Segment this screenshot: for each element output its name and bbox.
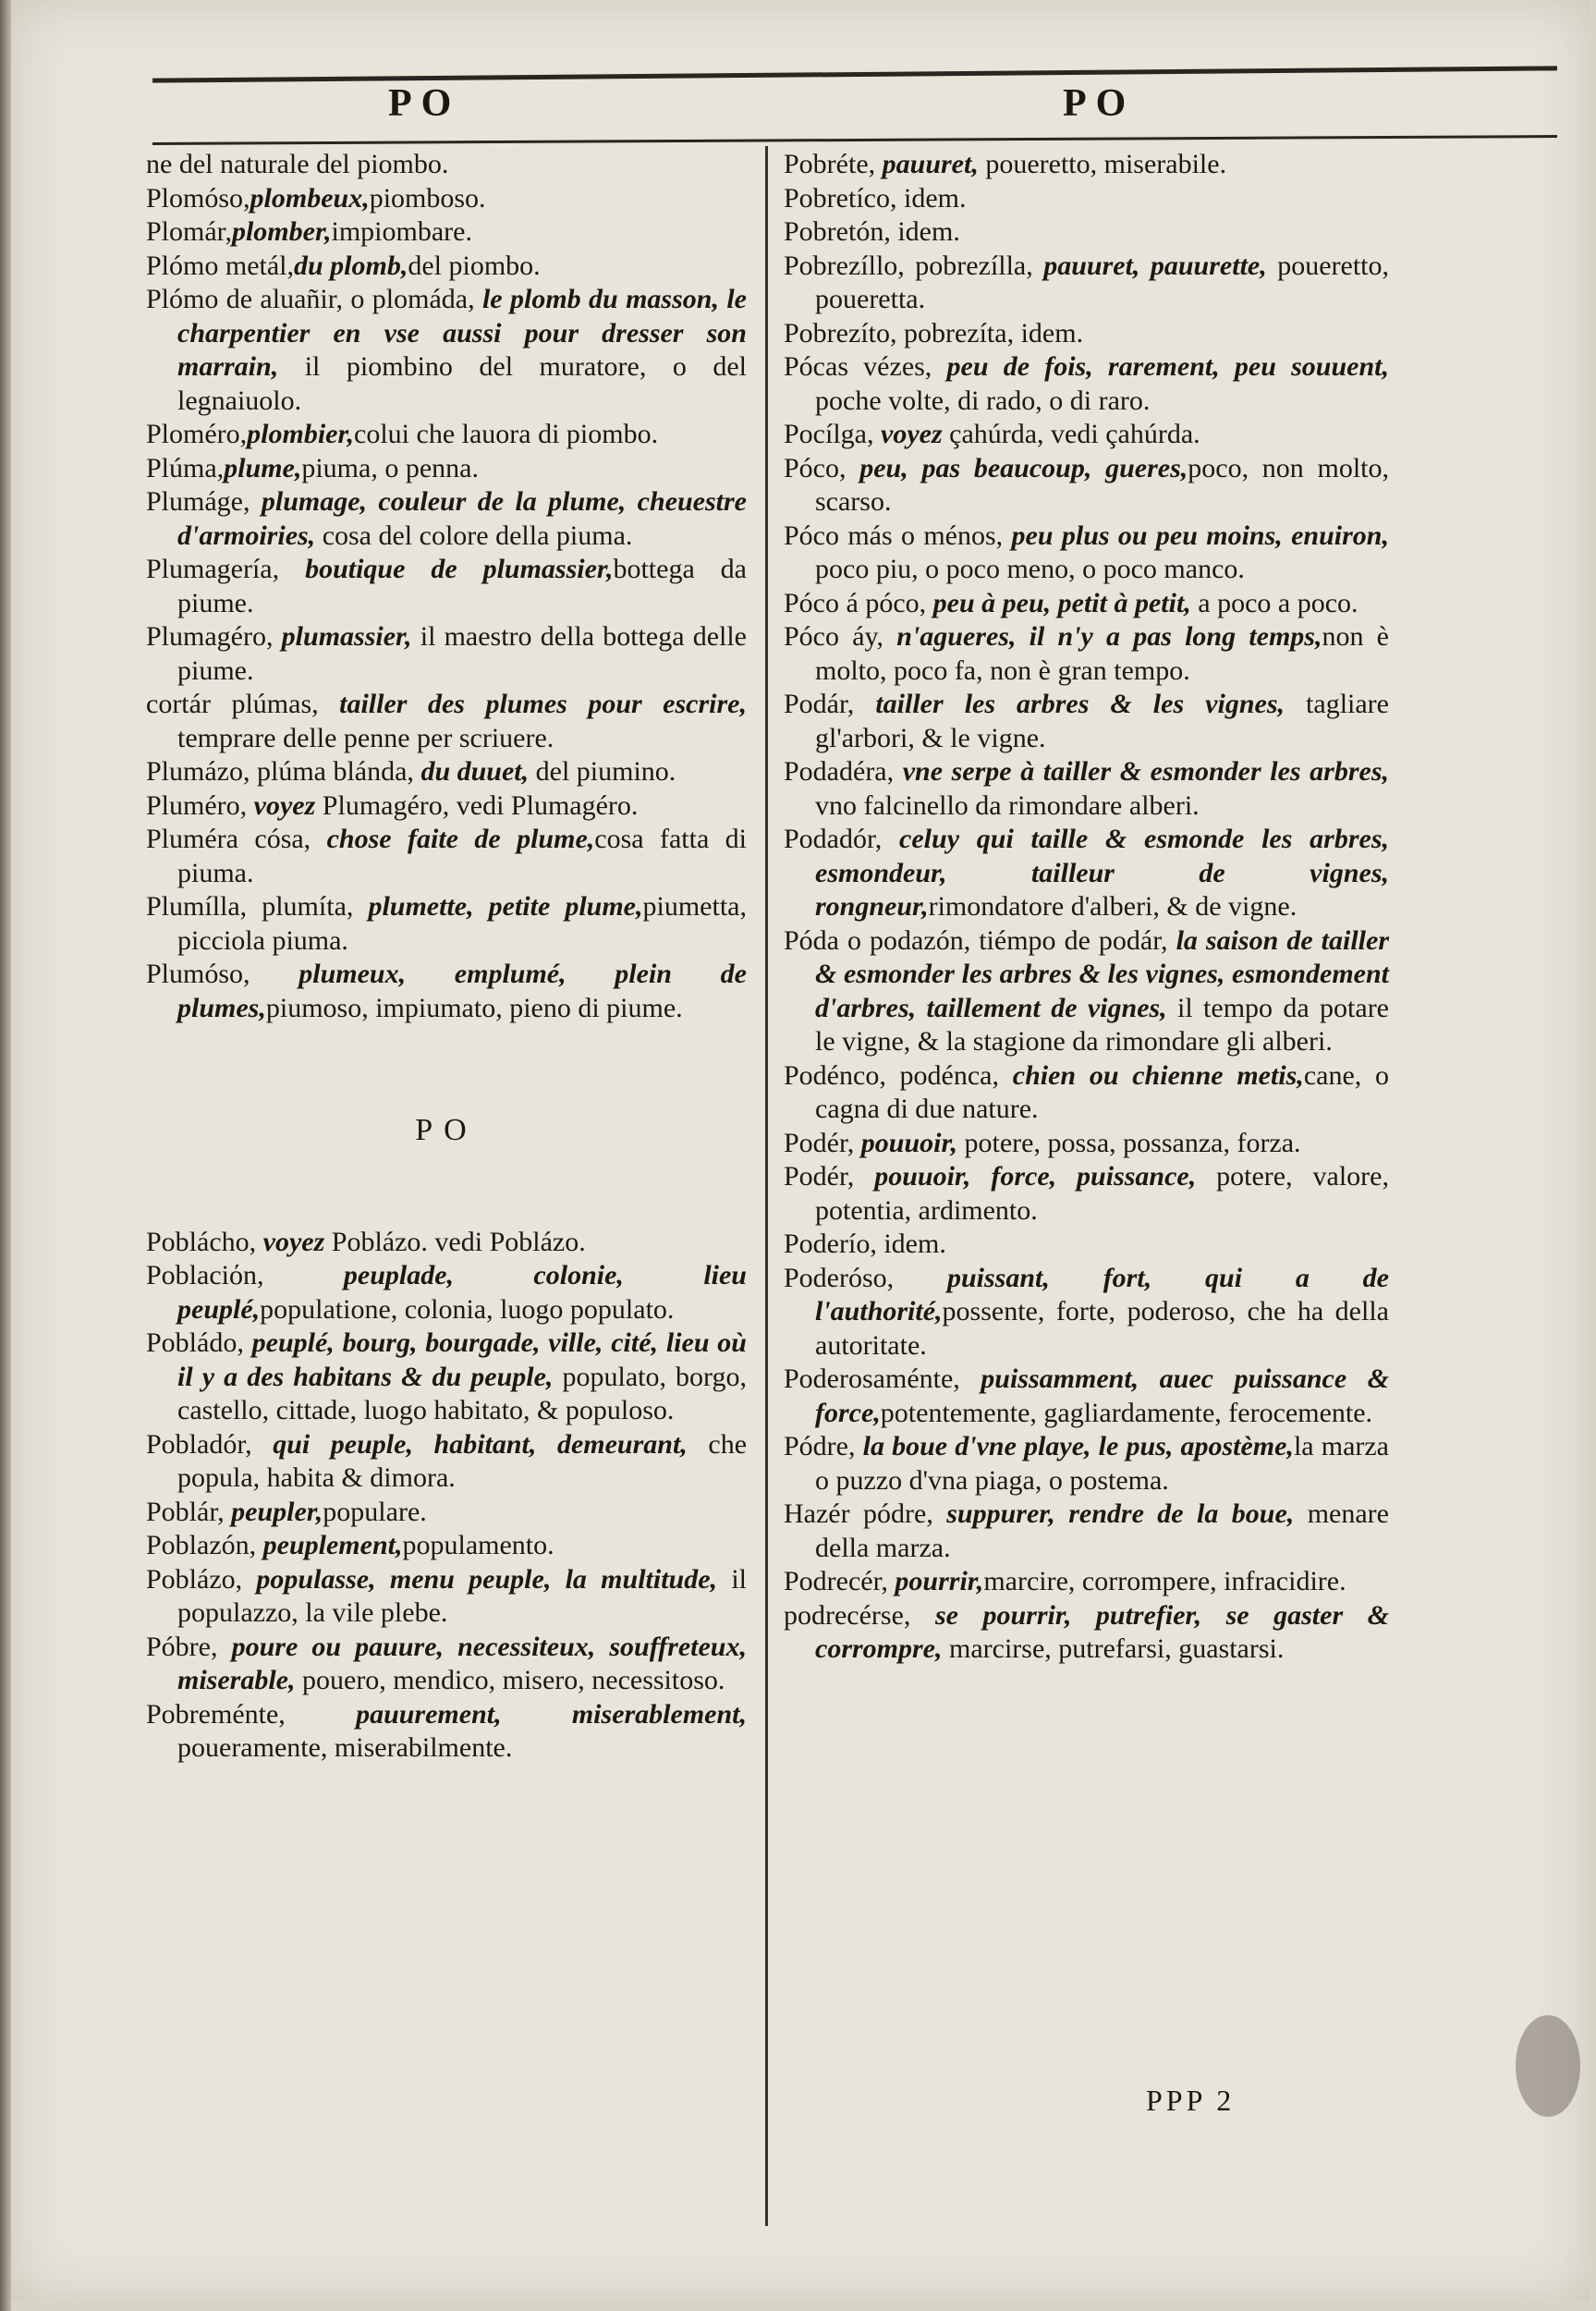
entry-italian: a poco a poco.	[1190, 587, 1358, 618]
entry-italian: non è molto, poco fa, non è gran tempo.	[815, 621, 1389, 686]
dictionary-entry	[146, 1496, 747, 1530]
entry-headword: Poblácho,	[146, 1226, 263, 1257]
entry-french: chose faite de plume,	[326, 824, 595, 854]
entry-french: plumage, couleur de la plume, cheuestre d'armoiries,	[177, 486, 747, 551]
dictionary-entry	[146, 553, 747, 620]
entry-headword: Podadór,	[784, 824, 900, 854]
entry-italian: rimondatore d'alberi, & de vigne.	[928, 891, 1298, 922]
entry-headword: Pobládo,	[146, 1327, 252, 1358]
dictionary-entry	[784, 1228, 1389, 1262]
entry-headword: Ploméro,	[146, 419, 248, 449]
entry-french: pouuoir, force, puissance,	[874, 1161, 1197, 1192]
entry-italian: poco, non molto, scarso.	[815, 452, 1390, 517]
entry-italian: pouero, mendico, misero, necessitoso.	[295, 1665, 725, 1695]
entry-french: plumassier,	[281, 621, 412, 652]
dictionary-entry	[784, 1160, 1389, 1228]
running-head-right: PO	[1063, 82, 1136, 125]
entry-french: puissant, fort, qui a de l'authorité,	[815, 1262, 1389, 1327]
entry-headword: Póco áy,	[784, 621, 897, 652]
entry-french: qui peuple, habitant, demeurant,	[273, 1428, 688, 1460]
entry-headword: Pobréte,	[784, 149, 883, 179]
entry-italian: populare.	[323, 1496, 427, 1527]
dictionary-entry	[784, 317, 1389, 351]
entry-headword: Pobreménte,	[146, 1698, 357, 1730]
entry-french: tailler les arbres & les vignes,	[875, 689, 1285, 719]
left-entries-list-2	[146, 1226, 747, 1766]
entry-french: peuplé, bourg, bourgade, ville, cité, lieu où il y a des habitans & du peuple,	[177, 1327, 747, 1392]
entry-french: plumeux, emplumé, plein de plumes,	[177, 959, 747, 1023]
entry-italian: piomboso.	[369, 182, 486, 214]
entry-italian: cosa del colore della piuma.	[315, 520, 633, 551]
entry-italian: poco piu, o poco meno, o poco manco.	[815, 554, 1245, 584]
entry-headword: Podrecér,	[784, 1566, 895, 1596]
entry-french: plombier,	[247, 419, 355, 449]
entry-italian: idem.	[883, 1229, 946, 1259]
entry-italian: cane, o cagna di due nature.	[815, 1059, 1389, 1124]
entry-headword: Poblaciόn,	[146, 1260, 344, 1290]
left-column	[146, 148, 747, 1766]
column-divider	[765, 146, 768, 2226]
dictionary-entry	[784, 1363, 1389, 1430]
entry-headword: Plómo metál,	[146, 250, 294, 281]
entry-italian: tagliare gl'arbori, & le vigne.	[815, 689, 1389, 753]
entry-italian: il populazzo, la vile plebe.	[177, 1563, 747, 1628]
entry-french: plombeux,	[250, 182, 370, 214]
entry-italian: poueretto, poueretta.	[815, 250, 1389, 314]
dictionary-entry	[146, 1226, 747, 1260]
entry-italian: impiombare.	[331, 216, 472, 247]
entry-headword: Poderío,	[784, 1229, 884, 1259]
entry-italian: Poblázo. vedi Poblázo.	[324, 1226, 586, 1257]
dictionary-entry	[784, 620, 1389, 688]
entry-french: n'agueres, il n'y a pas long temps,	[896, 621, 1322, 652]
entry-headword: Plúma,	[146, 452, 225, 483]
entry-french: peu plus ou peu moins, enuiron,	[1011, 520, 1389, 551]
entry-italian: piuma, o penna.	[301, 452, 479, 483]
entry-italian: çahúrda, vedi çahúrda.	[942, 419, 1200, 449]
entry-italian: piumoso, impiumato, pieno di piume.	[265, 992, 683, 1023]
dictionary-entry	[784, 350, 1389, 418]
dictionary-entry	[146, 452, 747, 486]
entry-italian: cosa fatta di piuma.	[177, 824, 748, 888]
entry-italian: populato, borgo, castello, cittade, luogo habitato, & populoso.	[177, 1361, 747, 1425]
dictionary-entry	[146, 1428, 747, 1496]
right-entries-list	[784, 148, 1389, 1667]
entry-headword: Póco más o ménos,	[784, 520, 1012, 551]
entry-french: plume,	[224, 452, 302, 483]
dictionary-entry	[784, 418, 1389, 452]
entry-french: peupler,	[231, 1496, 323, 1527]
entry-italian: il piombino del muratore, o del legnaiuolo.	[177, 351, 747, 416]
entry-french: plomber,	[231, 216, 332, 247]
entry-french: du plomb,	[294, 250, 408, 281]
entry-headword: Plumázo, plúma blánda,	[146, 756, 421, 787]
entry-french: poure ou pauure, necessiteux, souffreteux, miserable,	[177, 1631, 747, 1695]
dictionary-entry	[784, 1498, 1389, 1565]
entry-headword: podrecérse,	[784, 1599, 935, 1631]
entry-italian: Plumagéro, vedi Plumagéro.	[315, 789, 639, 821]
dictionary-entry	[784, 924, 1389, 1059]
entry-italian: populatione, colonia, luogo populato.	[260, 1293, 675, 1325]
page-stain	[1516, 2015, 1580, 2117]
entry-headword: Póbre,	[146, 1631, 232, 1662]
entry-italian: populamento.	[402, 1530, 554, 1560]
entry-headword: Podár,	[784, 689, 876, 719]
entry-headword: Póco,	[784, 452, 860, 483]
entry-italian: il tempo da potare le vigne, & la stagione da rimondare gli alberi.	[815, 992, 1389, 1057]
entry-headword: Pobrezíllo, pobrezílla,	[784, 250, 1044, 281]
entry-headword: cortár plúmas,	[146, 689, 340, 719]
entry-italian: bottega da piume.	[177, 554, 747, 618]
entry-italian: menare della marza.	[815, 1498, 1389, 1563]
entry-headword: Podér,	[784, 1127, 861, 1158]
entry-headword: ne del naturale del piombo.	[146, 149, 449, 179]
entry-headword: Póda o podazón, tiémpo de podár,	[784, 924, 1176, 956]
entry-french: vne serpe à tailler & esmonder les arbres,	[902, 756, 1389, 787]
dictionary-entry	[146, 215, 747, 250]
entry-french: tailler des plumes pour escrire,	[339, 689, 747, 719]
dictionary-entry	[784, 587, 1389, 621]
dictionary-entry	[146, 688, 747, 755]
running-head-left: PO	[388, 82, 461, 125]
entry-french: chien ou chienne metis,	[1012, 1059, 1304, 1091]
entry-french: plumette, petite plume,	[368, 891, 643, 922]
dictionary-entry	[784, 452, 1389, 520]
entry-french: la boue d'vne playe, le pus, apostème,	[862, 1431, 1294, 1461]
entry-italian: idem.	[1020, 317, 1084, 348]
entry-italian: poueretto, miserabile.	[978, 149, 1227, 179]
entry-italian: possente, forte, poderoso, che ha della autoritate.	[815, 1296, 1389, 1361]
page-signature: PPP 2	[1146, 2084, 1236, 2117]
entry-italian: temprare delle penne per scriuere.	[177, 722, 554, 753]
entry-headword: Podénco, podénca,	[784, 1059, 1013, 1091]
dictionary-entry	[146, 890, 747, 958]
entry-headword: Pobretíco,	[784, 182, 904, 214]
entry-french: pouuoir,	[860, 1127, 958, 1158]
dictionary-entry	[146, 418, 747, 452]
section-head-po: PO	[415, 1113, 478, 1147]
dictionary-entry	[146, 1563, 747, 1631]
entry-headword: Plomár,	[146, 216, 232, 247]
dictionary-entry	[784, 250, 1389, 317]
dictionary-entry	[146, 182, 747, 216]
entry-french: pauurement, miserablement,	[356, 1698, 748, 1730]
dictionary-entry	[146, 250, 747, 284]
dictionary-entry	[146, 485, 747, 553]
dictionary-entry	[784, 1059, 1389, 1127]
entry-french: peu de fois, rarement, peu souuent,	[946, 351, 1389, 382]
dictionary-entry	[146, 283, 747, 418]
entry-french: voyez	[253, 789, 316, 821]
entry-headword: Podadéra,	[784, 756, 903, 787]
entry-french: se pourrir, putrefier, se gaster & corrompre,	[815, 1599, 1389, 1664]
entry-italian: il maestro della bottega delle piume.	[177, 621, 747, 686]
entry-headword: Plómo de aluañir, o plomáda,	[146, 284, 482, 314]
entry-headword: Póco á póco,	[784, 587, 933, 618]
dictionary-entry	[784, 182, 1389, 216]
entry-french: du duuet,	[420, 756, 530, 787]
entry-italian: poche volte, di rado, o di raro.	[815, 385, 1151, 416]
entry-italian: del piumino.	[529, 756, 676, 787]
entry-italian: colui che lauora di piombo.	[354, 419, 659, 449]
dictionary-entry	[784, 823, 1389, 924]
entry-italian: vno falcinello da rimondare alberi.	[815, 789, 1200, 821]
dictionary-entry	[146, 1529, 747, 1563]
left-entries-list	[146, 148, 747, 1025]
dictionary-entry	[146, 1698, 747, 1766]
entry-french: le plomb du masson, le charpentier en vse aussi pour dresser son marrain,	[177, 284, 747, 382]
entry-headword: Poblázo,	[146, 1563, 257, 1595]
entry-french: puissamment, auec puissance & force,	[815, 1363, 1389, 1428]
entry-headword: Pócas vézes,	[784, 351, 947, 382]
entry-headword: Plumóso,	[146, 959, 299, 989]
entry-headword: Pobretón,	[784, 216, 898, 247]
dictionary-entry	[146, 620, 747, 688]
entry-italian: idem.	[897, 216, 960, 247]
entry-headword: Pobrezíto, pobrezíta,	[784, 317, 1021, 348]
entry-french: peuplement,	[262, 1530, 403, 1560]
entry-italian: idem.	[903, 182, 967, 214]
entry-italian: del piombo.	[408, 250, 541, 281]
entry-french: boutique de plumassier,	[305, 554, 614, 584]
entry-headword: Hazér pódre,	[784, 1498, 947, 1529]
entry-french: pauuret,	[882, 149, 979, 179]
entry-headword: Poderóso,	[784, 1262, 947, 1293]
dictionary-entry	[784, 1430, 1389, 1498]
entry-italian: potere, possa, possanza, forza.	[957, 1127, 1301, 1158]
entry-french: la saison de tailler & esmonder les arbres & les vignes, esmondement d'arbres, taillement de vignes,	[815, 924, 1390, 1023]
entry-french: populasse, menu peuple, la multitude,	[256, 1563, 718, 1595]
entry-headword: Plumagéro,	[146, 621, 282, 652]
entry-headword: Pluméro,	[146, 789, 254, 821]
entry-headword: Plomóso,	[146, 182, 250, 214]
entry-french: peu à peu, petit à petit,	[932, 587, 1191, 618]
dictionary-entry	[146, 1327, 747, 1428]
entry-italian: che popula, habita & dimora.	[177, 1428, 748, 1493]
entry-headword: Pocílga,	[784, 419, 881, 449]
dictionary-entry	[146, 148, 747, 182]
entry-french: pourrir,	[895, 1566, 984, 1596]
entry-french: voyez	[262, 1226, 325, 1257]
entry-headword: Plumílla, plumíta,	[146, 891, 369, 922]
dictionary-entry	[146, 755, 747, 789]
dictionary-entry	[146, 1631, 747, 1698]
entry-french: pauuret, pauurette,	[1043, 250, 1267, 281]
entry-french: suppurer, rendre de la boue,	[946, 1498, 1295, 1529]
right-column	[784, 148, 1389, 1667]
dictionary-entry	[784, 1565, 1389, 1599]
dictionary-entry	[146, 958, 747, 1025]
dictionary-entry	[784, 1262, 1389, 1363]
entry-italian: potere, valore, potentia, ardimento.	[815, 1161, 1389, 1226]
entry-italian: potentemente, gagliardamente, ferocemente.	[880, 1397, 1373, 1428]
entry-headword: Pódre,	[784, 1431, 863, 1461]
entry-headword: Pluméra cósa,	[146, 824, 327, 854]
entry-french: peuplade, colonie, lieu peuplé,	[177, 1260, 747, 1325]
dictionary-entry	[784, 755, 1389, 823]
entry-headword: Podér,	[784, 1161, 875, 1192]
dictionary-entry	[146, 823, 747, 890]
entry-french: voyez	[881, 419, 943, 449]
entry-italian: marcirse, putrefarsi, guastarsi.	[942, 1633, 1285, 1664]
dictionary-entry	[784, 1599, 1389, 1667]
dictionary-entry	[784, 215, 1389, 250]
entry-headword: Poderosaménte,	[784, 1363, 981, 1394]
dictionary-entry	[784, 1127, 1389, 1161]
entry-french: celuy qui taille & esmonde les arbres, esmondeur, tailleur de vignes, rongneur,	[815, 824, 1389, 922]
dictionary-entry	[146, 1259, 747, 1327]
entry-headword: Pobladór,	[146, 1428, 274, 1460]
entry-italian: piumetta, picciola piuma.	[177, 891, 747, 956]
entry-headword: Plumagería,	[146, 554, 306, 584]
book-spine-edge	[0, 0, 11, 2311]
entry-headword: Poblár,	[146, 1496, 232, 1527]
entry-headword: Plumáge,	[146, 486, 262, 517]
dictionary-entry	[784, 520, 1389, 587]
dictionary-entry	[784, 688, 1389, 755]
entry-italian: la marza o puzzo d'vna piaga, o postema.	[815, 1431, 1390, 1496]
entry-headword: Poblazón,	[146, 1530, 263, 1560]
dictionary-entry	[784, 148, 1389, 182]
entry-italian: poueramente, miserabilmente.	[177, 1732, 513, 1763]
entry-italian: marcire, corrompere, infracidire.	[983, 1566, 1346, 1596]
dictionary-entry	[146, 789, 747, 824]
entry-french: peu, pas beaucoup, gueres,	[859, 452, 1188, 483]
